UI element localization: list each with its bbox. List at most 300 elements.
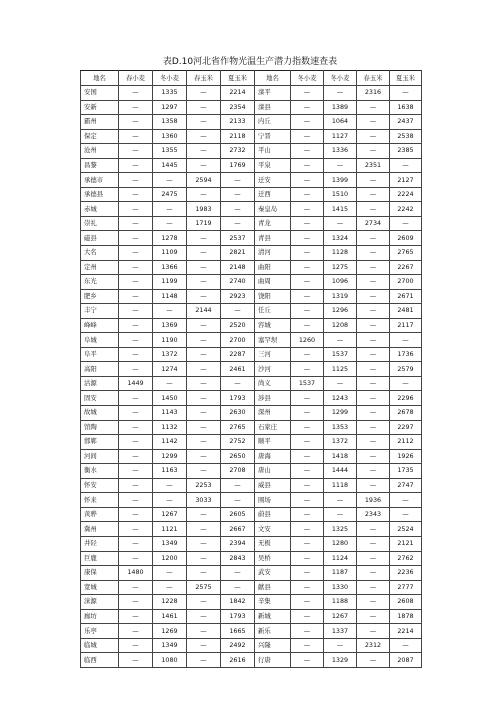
- value-cell: —: [187, 187, 221, 202]
- value-cell: 2524: [390, 522, 422, 537]
- table-row: [81, 362, 422, 377]
- value-cell: —: [119, 638, 153, 653]
- value-cell: 1148: [153, 289, 187, 304]
- value-cell: —: [187, 464, 221, 479]
- place-name-cell: 新乐: [255, 624, 291, 639]
- value-cell: —: [390, 158, 422, 173]
- value-cell: —: [357, 100, 390, 115]
- value-cell: 1199: [153, 275, 187, 290]
- value-cell: 2112: [390, 435, 422, 450]
- value-cell: 2777: [390, 580, 422, 595]
- place-name-cell: 井陉: [81, 536, 119, 551]
- table-row: [81, 347, 422, 362]
- value-cell: 1109: [153, 246, 187, 261]
- value-cell: —: [119, 536, 153, 551]
- value-cell: 2765: [221, 420, 255, 435]
- table-row: [81, 100, 422, 115]
- value-cell: 2616: [221, 653, 255, 668]
- value-cell: —: [357, 580, 390, 595]
- value-cell: —: [119, 260, 153, 275]
- value-cell: —: [119, 362, 153, 377]
- place-name-cell: 深州: [255, 406, 291, 421]
- value-cell: 1096: [324, 275, 357, 290]
- place-name-cell: 迁西: [255, 187, 291, 202]
- value-cell: —: [357, 376, 390, 391]
- value-cell: —: [153, 173, 187, 188]
- table-row: [81, 115, 422, 130]
- place-name-cell: 大名: [81, 246, 119, 261]
- value-cell: —: [187, 391, 221, 406]
- place-name-cell: 兴隆: [255, 638, 291, 653]
- value-cell: —: [291, 173, 324, 188]
- value-cell: —: [187, 507, 221, 522]
- value-cell: 2087: [390, 653, 422, 668]
- table-row: [81, 536, 422, 551]
- value-cell: —: [119, 100, 153, 115]
- value-cell: —: [357, 275, 390, 290]
- value-cell: 1280: [324, 536, 357, 551]
- place-name-cell: 饶阳: [255, 289, 291, 304]
- place-name-cell: 磁县: [81, 231, 119, 246]
- value-cell: —: [291, 522, 324, 537]
- place-name-cell: 涉县: [255, 391, 291, 406]
- value-cell: 1299: [153, 449, 187, 464]
- value-cell: 1461: [153, 609, 187, 624]
- header-row: [81, 71, 422, 86]
- header-cell: 春玉米: [187, 71, 221, 86]
- table-row: [81, 507, 422, 522]
- value-cell: —: [357, 333, 390, 348]
- header-cell: 冬小麦: [153, 71, 187, 86]
- value-cell: 1188: [324, 595, 357, 610]
- value-cell: —: [119, 449, 153, 464]
- value-cell: —: [291, 289, 324, 304]
- value-cell: —: [324, 158, 357, 173]
- value-cell: —: [291, 391, 324, 406]
- value-cell: 1372: [324, 435, 357, 450]
- place-name-cell: 吴桥: [255, 551, 291, 566]
- value-cell: 1267: [153, 507, 187, 522]
- value-cell: 2667: [221, 522, 255, 537]
- value-cell: —: [153, 304, 187, 319]
- place-name-cell: 承德市: [81, 173, 119, 188]
- value-cell: —: [390, 333, 422, 348]
- value-cell: —: [357, 347, 390, 362]
- value-cell: —: [119, 115, 153, 130]
- value-cell: —: [357, 464, 390, 479]
- value-cell: 2732: [221, 144, 255, 159]
- value-cell: —: [291, 566, 324, 581]
- table-row: [81, 478, 422, 493]
- value-cell: 1330: [324, 580, 357, 595]
- place-name-cell: 滦平: [255, 86, 291, 101]
- value-cell: 1878: [390, 609, 422, 624]
- value-cell: —: [187, 362, 221, 377]
- value-cell: —: [119, 187, 153, 202]
- place-name-cell: 任丘: [255, 304, 291, 319]
- value-cell: —: [390, 86, 422, 101]
- value-cell: 2267: [390, 260, 422, 275]
- value-cell: 1355: [153, 144, 187, 159]
- value-cell: —: [153, 376, 187, 391]
- place-name-cell: 怀来: [81, 493, 119, 508]
- value-cell: 1208: [324, 318, 357, 333]
- place-name-cell: 康保: [81, 566, 119, 581]
- value-cell: 2537: [221, 231, 255, 246]
- place-name-cell: 无极: [255, 536, 291, 551]
- value-cell: 2437: [390, 115, 422, 130]
- place-name-cell: 尚义: [255, 376, 291, 391]
- place-name-cell: 清河: [255, 246, 291, 261]
- value-cell: —: [291, 493, 324, 508]
- place-name-cell: 丰宁: [81, 304, 119, 319]
- table-row: [81, 493, 422, 508]
- value-cell: 2127: [390, 173, 422, 188]
- value-cell: 1336: [324, 144, 357, 159]
- value-cell: —: [291, 551, 324, 566]
- value-cell: 1324: [324, 231, 357, 246]
- value-cell: —: [187, 260, 221, 275]
- value-cell: —: [119, 406, 153, 421]
- value-cell: —: [221, 304, 255, 319]
- table-row: [81, 376, 422, 391]
- value-cell: —: [291, 115, 324, 130]
- value-cell: —: [221, 173, 255, 188]
- value-cell: 1349: [153, 638, 187, 653]
- value-cell: 2236: [390, 566, 422, 581]
- header-cell: 夏玉米: [390, 71, 422, 86]
- header-cell: 地名: [81, 71, 119, 86]
- value-cell: —: [187, 435, 221, 450]
- value-cell: 1297: [153, 100, 187, 115]
- table-row: [81, 144, 422, 159]
- value-cell: —: [357, 551, 390, 566]
- value-cell: 2144: [187, 304, 221, 319]
- value-cell: 2678: [390, 406, 422, 421]
- value-cell: 1418: [324, 449, 357, 464]
- value-cell: —: [291, 653, 324, 668]
- place-name-cell: 涞源: [81, 595, 119, 610]
- value-cell: —: [291, 595, 324, 610]
- place-name-cell: 平泉: [255, 158, 291, 173]
- value-cell: —: [357, 129, 390, 144]
- place-name-cell: 唐山: [255, 464, 291, 479]
- value-cell: —: [119, 173, 153, 188]
- value-cell: 2605: [221, 507, 255, 522]
- value-cell: —: [187, 653, 221, 668]
- value-cell: —: [357, 624, 390, 639]
- value-cell: —: [324, 86, 357, 101]
- value-cell: —: [221, 376, 255, 391]
- value-cell: —: [390, 376, 422, 391]
- value-cell: 1372: [153, 347, 187, 362]
- value-cell: 1124: [324, 551, 357, 566]
- value-cell: —: [291, 304, 324, 319]
- value-cell: —: [187, 449, 221, 464]
- value-cell: 1415: [324, 202, 357, 217]
- header-cell: 夏玉米: [221, 71, 255, 86]
- value-cell: 1190: [153, 333, 187, 348]
- value-cell: —: [187, 595, 221, 610]
- value-cell: —: [187, 376, 221, 391]
- table-row: [81, 86, 422, 101]
- value-cell: —: [187, 115, 221, 130]
- place-name-cell: 迁安: [255, 173, 291, 188]
- value-cell: 1329: [324, 653, 357, 668]
- place-name-cell: 青县: [255, 231, 291, 246]
- value-cell: 2287: [221, 347, 255, 362]
- value-cell: —: [187, 551, 221, 566]
- table-row: [81, 449, 422, 464]
- place-name-cell: 安新: [81, 100, 119, 115]
- place-name-cell: 曲阳: [255, 260, 291, 275]
- value-cell: 2579: [390, 362, 422, 377]
- header-cell: 春玉米: [357, 71, 390, 86]
- value-cell: 1369: [153, 318, 187, 333]
- place-name-cell: 内丘: [255, 115, 291, 130]
- value-cell: —: [221, 566, 255, 581]
- value-cell: 2700: [390, 275, 422, 290]
- value-cell: 1335: [153, 86, 187, 101]
- value-cell: 2312: [357, 638, 390, 653]
- place-name-cell: 肥乡: [81, 289, 119, 304]
- value-cell: 2752: [221, 435, 255, 450]
- value-cell: —: [291, 536, 324, 551]
- value-cell: —: [291, 580, 324, 595]
- value-cell: —: [119, 435, 153, 450]
- place-name-cell: 乐亭: [81, 624, 119, 639]
- value-cell: 2121: [390, 536, 422, 551]
- table-row: [81, 289, 422, 304]
- value-cell: —: [119, 507, 153, 522]
- value-cell: —: [390, 638, 422, 653]
- value-cell: —: [357, 173, 390, 188]
- place-name-cell: 固安: [81, 391, 119, 406]
- value-cell: —: [119, 275, 153, 290]
- value-cell: —: [357, 566, 390, 581]
- value-cell: —: [357, 260, 390, 275]
- table-row: [81, 406, 422, 421]
- value-cell: 1163: [153, 464, 187, 479]
- value-cell: 1064: [324, 115, 357, 130]
- value-cell: 2923: [221, 289, 255, 304]
- table-row: [81, 275, 422, 290]
- value-cell: 1936: [357, 493, 390, 508]
- value-cell: 1353: [324, 420, 357, 435]
- value-cell: —: [119, 86, 153, 101]
- value-cell: 1143: [153, 406, 187, 421]
- value-cell: —: [291, 246, 324, 261]
- value-cell: 1128: [324, 246, 357, 261]
- value-cell: 2385: [390, 144, 422, 159]
- value-cell: 1510: [324, 187, 357, 202]
- index-table: [80, 70, 422, 668]
- value-cell: —: [119, 653, 153, 668]
- value-cell: 2214: [390, 624, 422, 639]
- table-row: [81, 187, 422, 202]
- place-name-cell: 定州: [81, 260, 119, 275]
- value-cell: 2214: [221, 86, 255, 101]
- value-cell: 2297: [390, 420, 422, 435]
- value-cell: —: [187, 609, 221, 624]
- value-cell: —: [357, 435, 390, 450]
- value-cell: —: [187, 158, 221, 173]
- place-name-cell: 阜平: [81, 347, 119, 362]
- value-cell: 1132: [153, 420, 187, 435]
- place-name-cell: 沽源: [81, 376, 119, 391]
- value-cell: —: [291, 275, 324, 290]
- value-cell: —: [119, 216, 153, 231]
- place-name-cell: 临城: [81, 638, 119, 653]
- place-name-cell: 安国: [81, 86, 119, 101]
- place-name-cell: 围场: [255, 493, 291, 508]
- value-cell: 2762: [390, 551, 422, 566]
- place-name-cell: 故城: [81, 406, 119, 421]
- value-cell: —: [119, 624, 153, 639]
- place-name-cell: 保定: [81, 129, 119, 144]
- table-row: [81, 391, 422, 406]
- place-name-cell: 东光: [81, 275, 119, 290]
- place-name-cell: 唐海: [255, 449, 291, 464]
- value-cell: —: [291, 420, 324, 435]
- table-row: [81, 318, 422, 333]
- place-name-cell: 新城: [255, 609, 291, 624]
- place-name-cell: 霸州: [81, 115, 119, 130]
- value-cell: —: [291, 100, 324, 115]
- value-cell: 1125: [324, 362, 357, 377]
- place-name-cell: 辛集: [255, 595, 291, 610]
- place-name-cell: 临西: [81, 653, 119, 668]
- value-cell: —: [291, 187, 324, 202]
- table-row: [81, 609, 422, 624]
- value-cell: —: [187, 86, 221, 101]
- value-cell: —: [153, 216, 187, 231]
- value-cell: 1296: [324, 304, 357, 319]
- value-cell: 1769: [221, 158, 255, 173]
- value-cell: —: [390, 216, 422, 231]
- value-cell: 1360: [153, 129, 187, 144]
- value-cell: —: [187, 522, 221, 537]
- value-cell: 1274: [153, 362, 187, 377]
- table-row: [81, 129, 422, 144]
- value-cell: —: [119, 420, 153, 435]
- table-row: [81, 464, 422, 479]
- table-row: [81, 304, 422, 319]
- value-cell: 1267: [324, 609, 357, 624]
- value-cell: 1444: [324, 464, 357, 479]
- table-row: [81, 158, 422, 173]
- value-cell: —: [291, 624, 324, 639]
- value-cell: 1926: [390, 449, 422, 464]
- header-cell: 春小麦: [119, 71, 153, 86]
- value-cell: —: [324, 507, 357, 522]
- value-cell: —: [357, 522, 390, 537]
- value-cell: —: [357, 289, 390, 304]
- value-cell: 1389: [324, 100, 357, 115]
- value-cell: 2242: [390, 202, 422, 217]
- value-cell: —: [291, 507, 324, 522]
- value-cell: —: [153, 580, 187, 595]
- value-cell: 1269: [153, 624, 187, 639]
- value-cell: —: [291, 144, 324, 159]
- value-cell: —: [153, 202, 187, 217]
- place-name-cell: 献县: [255, 580, 291, 595]
- value-cell: —: [357, 202, 390, 217]
- value-cell: —: [119, 522, 153, 537]
- value-cell: 1399: [324, 173, 357, 188]
- value-cell: —: [187, 231, 221, 246]
- value-cell: —: [119, 246, 153, 261]
- value-cell: 2354: [221, 100, 255, 115]
- value-cell: 1366: [153, 260, 187, 275]
- place-name-cell: 武安: [255, 566, 291, 581]
- header-cell: 冬小麦: [291, 71, 324, 86]
- value-cell: —: [119, 304, 153, 319]
- place-name-cell: 石家庄: [255, 420, 291, 435]
- value-cell: 2734: [357, 216, 390, 231]
- value-cell: 2650: [221, 449, 255, 464]
- value-cell: 2316: [357, 86, 390, 101]
- value-cell: —: [119, 609, 153, 624]
- value-cell: —: [291, 129, 324, 144]
- place-name-cell: 威县: [255, 478, 291, 493]
- value-cell: —: [357, 144, 390, 159]
- value-cell: —: [187, 624, 221, 639]
- value-cell: 1299: [324, 406, 357, 421]
- table-row: [81, 216, 422, 231]
- value-cell: —: [357, 318, 390, 333]
- place-name-cell: 青龙: [255, 216, 291, 231]
- value-cell: —: [357, 362, 390, 377]
- value-cell: —: [119, 158, 153, 173]
- value-cell: 2224: [390, 187, 422, 202]
- table-row: [81, 260, 422, 275]
- value-cell: 1537: [324, 347, 357, 362]
- value-cell: —: [187, 289, 221, 304]
- value-cell: 1142: [153, 435, 187, 450]
- value-cell: 1793: [221, 609, 255, 624]
- place-name-cell: 行唐: [255, 653, 291, 668]
- place-name-cell: 承德县: [81, 187, 119, 202]
- value-cell: —: [187, 318, 221, 333]
- value-cell: 2520: [221, 318, 255, 333]
- value-cell: —: [187, 129, 221, 144]
- place-name-cell: 馆陶: [81, 420, 119, 435]
- value-cell: 3033: [187, 493, 221, 508]
- table-row: [81, 624, 422, 639]
- value-cell: 1449: [119, 376, 153, 391]
- place-name-cell: 宁晋: [255, 129, 291, 144]
- table-row: [81, 173, 422, 188]
- value-cell: —: [390, 507, 422, 522]
- value-cell: 1200: [153, 551, 187, 566]
- value-cell: 1278: [153, 231, 187, 246]
- value-cell: —: [187, 100, 221, 115]
- value-cell: —: [221, 478, 255, 493]
- value-cell: —: [357, 187, 390, 202]
- value-cell: —: [324, 638, 357, 653]
- value-cell: 1121: [153, 522, 187, 537]
- place-name-cell: 文安: [255, 522, 291, 537]
- value-cell: 2481: [390, 304, 422, 319]
- place-name-cell: 沧州: [81, 144, 119, 159]
- value-cell: —: [187, 566, 221, 581]
- value-cell: —: [187, 420, 221, 435]
- value-cell: 1325: [324, 522, 357, 537]
- value-cell: —: [119, 129, 153, 144]
- value-cell: 1638: [390, 100, 422, 115]
- value-cell: —: [221, 202, 255, 217]
